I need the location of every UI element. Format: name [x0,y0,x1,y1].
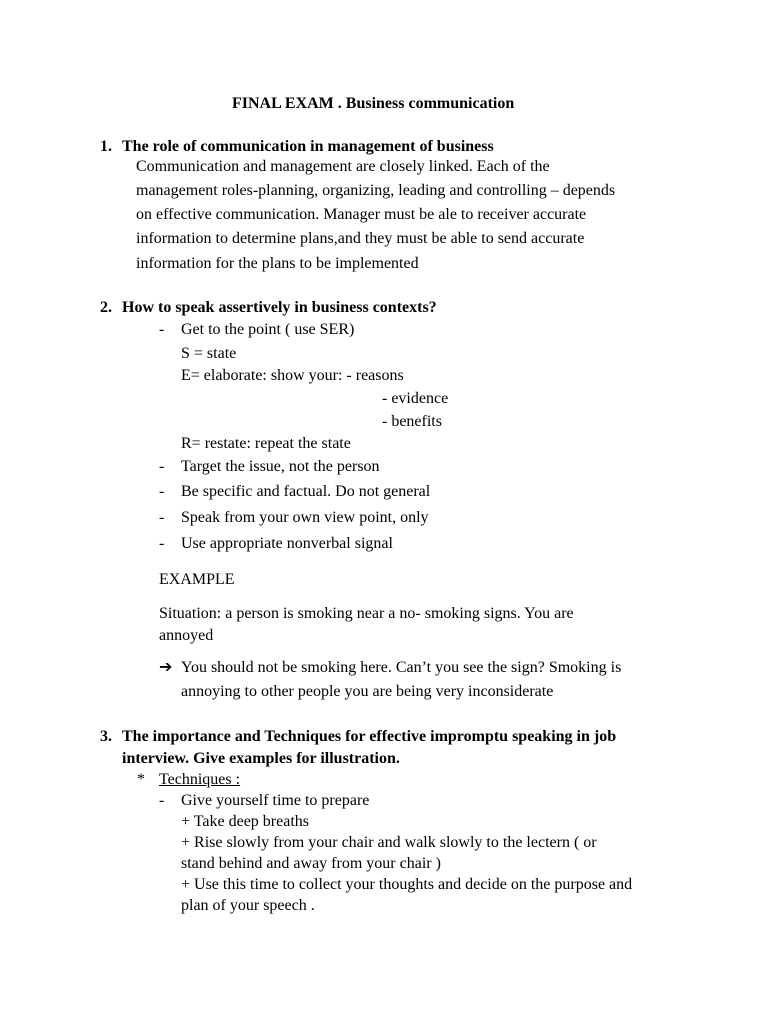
section-1-heading: The role of communication in management of business [122,138,494,155]
bullet-dash: - [159,535,165,552]
document-title: FINAL EXAM . Business communication [232,95,515,112]
assertive-bullet: Use appropriate nonverbal signal [181,535,393,552]
bullet-dash: - [159,483,165,500]
section-1-paragraph-line: on effective communication. Manager must be ale to receiver accurate [136,206,587,223]
bullet-star: * [137,771,145,788]
section-3-heading: interview. Give examples for illustration. [122,750,400,767]
bullet-dash: - [159,321,165,338]
technique-sub-item: + Use this time to collect your thoughts and decide on the purpose and [181,876,633,893]
assertive-bullet: Target the issue, not the person [181,458,380,475]
section-1-paragraph-line: Communication and management are closely linked. Each of the [136,158,550,175]
situation-line: Situation: a person is smoking near a no- smoking signs. You are [159,605,574,622]
bullet-dash: - [159,792,165,809]
technique-sub-item: plan of your speech . [181,897,315,914]
section-3-number: 3. [100,728,112,745]
section-1-number: 1. [100,138,112,155]
technique-sub-item: stand behind and away from your chair ) [181,855,441,872]
section-2-number: 2. [100,299,112,316]
techniques-label: Techniques : [159,771,241,788]
assertive-bullet: Be specific and factual. Do not general [181,483,431,500]
bullet-dash: - [159,509,165,526]
bullet-dash: - [159,458,165,475]
ser-e-benefits: - benefits [382,413,442,430]
response-line: You should not be smoking here. Can’t you see the sign? Smoking is [181,659,622,676]
section-1-paragraph-line: information for the plans to be implemented [136,255,419,272]
ser-intro: Get to the point ( use SER) [181,321,355,338]
technique-sub-item: + Take deep breaths [181,813,309,830]
section-1-paragraph-line: management roles-planning, organizing, leading and controlling – depends [136,182,616,199]
arrow-right-icon: ➔ [159,659,173,676]
situation-line: annoyed [159,627,214,644]
technique-sub-item: + Rise slowly from your chair and walk slowly to the lectern ( or [181,834,597,851]
ser-e-evidence: - evidence [382,390,449,407]
response-line: annoying to other people you are being very inconsiderate [181,683,554,700]
assertive-bullet: Speak from your own view point, only [181,509,429,526]
section-3-heading: The importance and Techniques for effective impromptu speaking in job [122,728,617,745]
ser-e: E= elaborate: show your: - reasons [181,367,404,384]
technique-item: Give yourself time to prepare [181,792,370,809]
ser-r: R= restate: repeat the state [181,435,351,452]
section-1-paragraph-line: information to determine plans,and they must be able to send accurate [136,230,585,247]
section-2-heading: How to speak assertively in business contexts? [122,299,437,316]
ser-s: S = state [181,345,237,362]
example-label: EXAMPLE [159,571,235,588]
